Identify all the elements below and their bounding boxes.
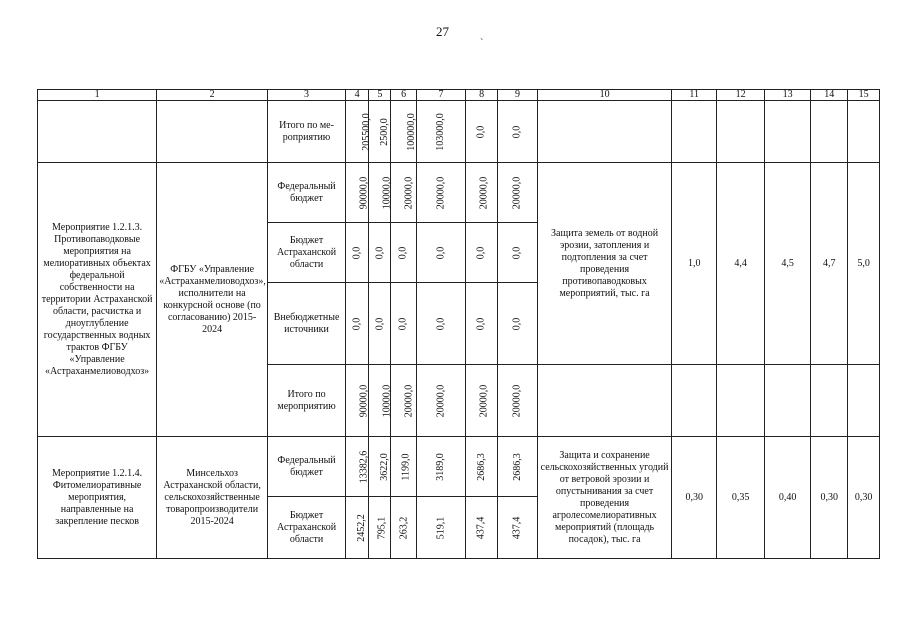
target-value: 4,4 — [717, 163, 764, 365]
amount: 10000,0 — [381, 176, 393, 209]
table-cell — [369, 365, 391, 437]
table-cell — [497, 497, 537, 559]
table-cell — [391, 365, 416, 437]
table-cell — [811, 101, 848, 163]
column-header: 7 — [416, 90, 466, 101]
table-cell — [416, 437, 466, 497]
amount: 0,0 — [511, 317, 523, 330]
amount: 2500,0 — [379, 117, 391, 146]
table-cell — [346, 163, 369, 223]
table-cell — [416, 365, 466, 437]
target-value: 0,30 — [848, 437, 880, 559]
indicator-description: Защита земель от водной эрозии, затопления и подтопления за счет проведения противопаводковых мероприятий, тыс. га — [538, 163, 672, 365]
target-value: 0,30 — [811, 437, 848, 559]
column-header: 6 — [391, 90, 416, 101]
amount: 3622,0 — [379, 452, 391, 481]
table-cell — [369, 163, 391, 223]
row-label: Внебюджетные источники — [268, 283, 346, 365]
table-cell — [346, 283, 369, 365]
target-value: 0,35 — [717, 437, 764, 559]
amount: 103000,0 — [435, 112, 447, 151]
table-cell — [466, 223, 498, 283]
amount: 437,4 — [511, 516, 523, 539]
row-label: Федеральный бюджет — [268, 163, 346, 223]
amount: 20000,0 — [435, 384, 447, 417]
table-cell — [497, 437, 537, 497]
table-cell — [346, 223, 369, 283]
table-cell — [497, 101, 537, 163]
row-label: Итого по мероприятию — [268, 365, 346, 437]
table-cell — [811, 365, 848, 437]
table-row — [38, 437, 880, 497]
amount: 0,0 — [475, 317, 487, 330]
table-cell — [38, 101, 157, 163]
table-cell — [672, 101, 717, 163]
amount: 2452,2 — [355, 513, 367, 542]
table-cell — [346, 437, 369, 497]
amount: 2686,3 — [511, 452, 523, 481]
table-cell — [672, 365, 717, 437]
amount: 100000,0 — [406, 112, 418, 151]
table-row — [38, 163, 880, 223]
table-cell — [466, 283, 498, 365]
table-cell — [346, 365, 369, 437]
table-cell — [391, 437, 416, 497]
table-cell — [466, 437, 498, 497]
amount: 1199,0 — [401, 452, 413, 481]
target-value: 0,30 — [672, 437, 717, 559]
table-cell — [538, 365, 672, 437]
amount: 20000,0 — [511, 176, 523, 209]
amount: 13382,6 — [358, 450, 370, 483]
amount: 0,0 — [397, 317, 409, 330]
table-cell — [497, 283, 537, 365]
table-row — [38, 101, 880, 163]
table-cell — [416, 101, 466, 163]
row-label: Бюджет Астраханской области — [268, 223, 346, 283]
amount: 0,0 — [511, 125, 523, 138]
executor-description: Минсельхоз Астраханской области, сельскохозяйственные товаропроизводители 2015-2024 — [157, 437, 268, 559]
table-cell — [416, 283, 466, 365]
amount: 20000,0 — [435, 176, 447, 209]
amount: 0,0 — [373, 246, 385, 259]
column-header: 8 — [466, 90, 498, 101]
table-cell — [369, 283, 391, 365]
column-header: 12 — [717, 90, 764, 101]
column-header: 5 — [369, 90, 391, 101]
table-cell — [391, 497, 416, 559]
amount: 0,0 — [511, 246, 523, 259]
row-label: Федеральный бюджет — [268, 437, 346, 497]
amount: 205500,0 — [360, 112, 372, 151]
table-cell — [717, 365, 764, 437]
column-number-row — [38, 90, 880, 101]
executor-description: ФГБУ «Управление «Астраханмелиоводхоз», исполнители на конкурсной основе (по согласованию) 2015-2024 — [157, 163, 268, 437]
row-label: Бюджет Астраханской области — [268, 497, 346, 559]
row-label: Итого по ме-роприятию — [268, 101, 346, 163]
amount: 0,0 — [435, 317, 447, 330]
event-description: Мероприятие 1.2.1.3. Противопаводковые мероприятия на мелиоративных объектах федеральной собственности на территории Астраханской области, расчистка и дноуглубление государственных водных трактов ФГБУ «Управление «Астраханмелиоводхоз» — [38, 163, 157, 437]
table-cell — [538, 101, 672, 163]
table-cell — [497, 223, 537, 283]
table-cell — [391, 283, 416, 365]
table-cell — [497, 163, 537, 223]
column-header: 4 — [346, 90, 369, 101]
amount: 20000,0 — [478, 176, 490, 209]
event-description: Мероприятие 1.2.1.4. Фитомелиоративные мероприятия, направленные на закрепление песков — [38, 437, 157, 559]
table-cell — [764, 101, 810, 163]
column-header: 15 — [848, 90, 880, 101]
table-cell — [369, 497, 391, 559]
amount: 90000,0 — [358, 384, 370, 417]
column-header: 3 — [268, 90, 346, 101]
amount: 0,0 — [475, 125, 487, 138]
amount: 0,0 — [351, 246, 363, 259]
target-value: 4,5 — [764, 163, 810, 365]
amount: 519,1 — [435, 516, 447, 539]
table-cell — [416, 497, 466, 559]
table-cell — [391, 223, 416, 283]
target-value: 5,0 — [848, 163, 880, 365]
table-cell — [717, 101, 764, 163]
column-header: 1 — [38, 90, 157, 101]
amount: 0,0 — [373, 317, 385, 330]
table-cell — [466, 101, 498, 163]
table-cell — [416, 163, 466, 223]
amount: 263,2 — [398, 516, 410, 539]
amount: 0,0 — [397, 246, 409, 259]
table-cell — [346, 101, 372, 163]
column-header: 2 — [157, 90, 268, 101]
page-number: 27 — [436, 24, 449, 39]
amount: 20000,0 — [403, 384, 415, 417]
column-header: 9 — [497, 90, 537, 101]
indicator-description: Защита и сохранение сельскохозяйственных угодий от ветровой эрозии и опустынивания за счет проведения агролесомелиоративных мероприятий (площадь посадок), тыс. га — [538, 437, 672, 559]
amount: 0,0 — [435, 246, 447, 259]
target-value: 1,0 — [672, 163, 717, 365]
table-cell — [391, 163, 416, 223]
amount: 0,0 — [351, 317, 363, 330]
table-cell — [466, 163, 498, 223]
table-cell — [466, 497, 498, 559]
table-cell — [848, 101, 880, 163]
table-cell — [346, 497, 369, 559]
amount: 3189,0 — [435, 452, 447, 481]
table-cell — [369, 437, 391, 497]
amount: 20000,0 — [478, 384, 490, 417]
table-cell — [157, 101, 268, 163]
budget-table — [37, 89, 880, 559]
amount: 90000,0 — [358, 176, 370, 209]
target-value: 0,40 — [764, 437, 810, 559]
table-cell — [497, 365, 537, 437]
table-cell — [848, 365, 880, 437]
column-header: 14 — [811, 90, 848, 101]
column-header: 10 — [538, 90, 672, 101]
target-value: 4,7 — [811, 163, 848, 365]
table-cell — [369, 223, 391, 283]
amount: 795,1 — [376, 516, 388, 539]
amount: 10000,0 — [381, 384, 393, 417]
amount: 437,4 — [475, 516, 487, 539]
amount: 20000,0 — [403, 176, 415, 209]
table-cell — [416, 223, 466, 283]
amount: 0,0 — [475, 246, 487, 259]
table-cell — [391, 101, 416, 163]
column-header: 13 — [764, 90, 810, 101]
table-cell — [764, 365, 810, 437]
amount: 2686,3 — [476, 452, 488, 481]
amount: 20000,0 — [511, 384, 523, 417]
page-mark: ` — [480, 38, 484, 49]
column-header: 11 — [672, 90, 717, 101]
table-cell — [466, 365, 498, 437]
